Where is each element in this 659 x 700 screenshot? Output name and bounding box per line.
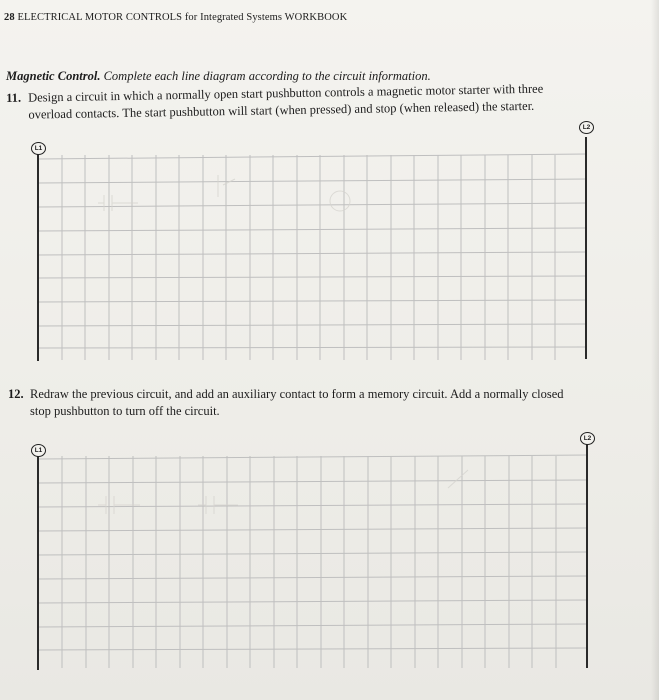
question-text-line1: Redraw the previous circuit, and add an auxiliary contact to form a memory circuit. Add a normally closed — [30, 387, 564, 401]
l2-terminal: L2 — [580, 432, 595, 445]
question-text-line2: overload contacts. The start pushbutton will start (when pressed) and stop (when released) the starter. — [28, 98, 535, 122]
question-12 — [8, 386, 628, 420]
l1-terminal: L1 — [31, 142, 46, 155]
page-edge-shadow — [651, 0, 659, 700]
l1-terminal: L1 — [31, 444, 46, 457]
grid-area[interactable] — [28, 115, 603, 365]
page-header — [4, 12, 347, 23]
grid-area[interactable] — [28, 430, 608, 675]
l2-terminal: L2 — [579, 121, 594, 134]
workbook-title: ELECTRICAL MOTOR CONTROLS for Integrated Systems WORKBOOK — [17, 12, 348, 23]
line-diagram-12[interactable] — [28, 430, 608, 675]
question-text-line2: stop pushbutton to turn off the circuit. — [30, 404, 220, 418]
section-title: Magnetic Control. — [6, 69, 101, 83]
section-instruction: Complete each line diagram according to the circuit information. — [103, 69, 431, 83]
question-number: 11. — [6, 90, 22, 105]
section-intro — [6, 69, 431, 84]
page-number: 28 — [4, 12, 15, 23]
question-number: 12. — [8, 387, 24, 401]
question-text-line1: Design a circuit in which a normally open start pushbutton controls a magnetic motor starter with three — [28, 81, 544, 105]
line-diagram-11[interactable] — [28, 115, 603, 365]
